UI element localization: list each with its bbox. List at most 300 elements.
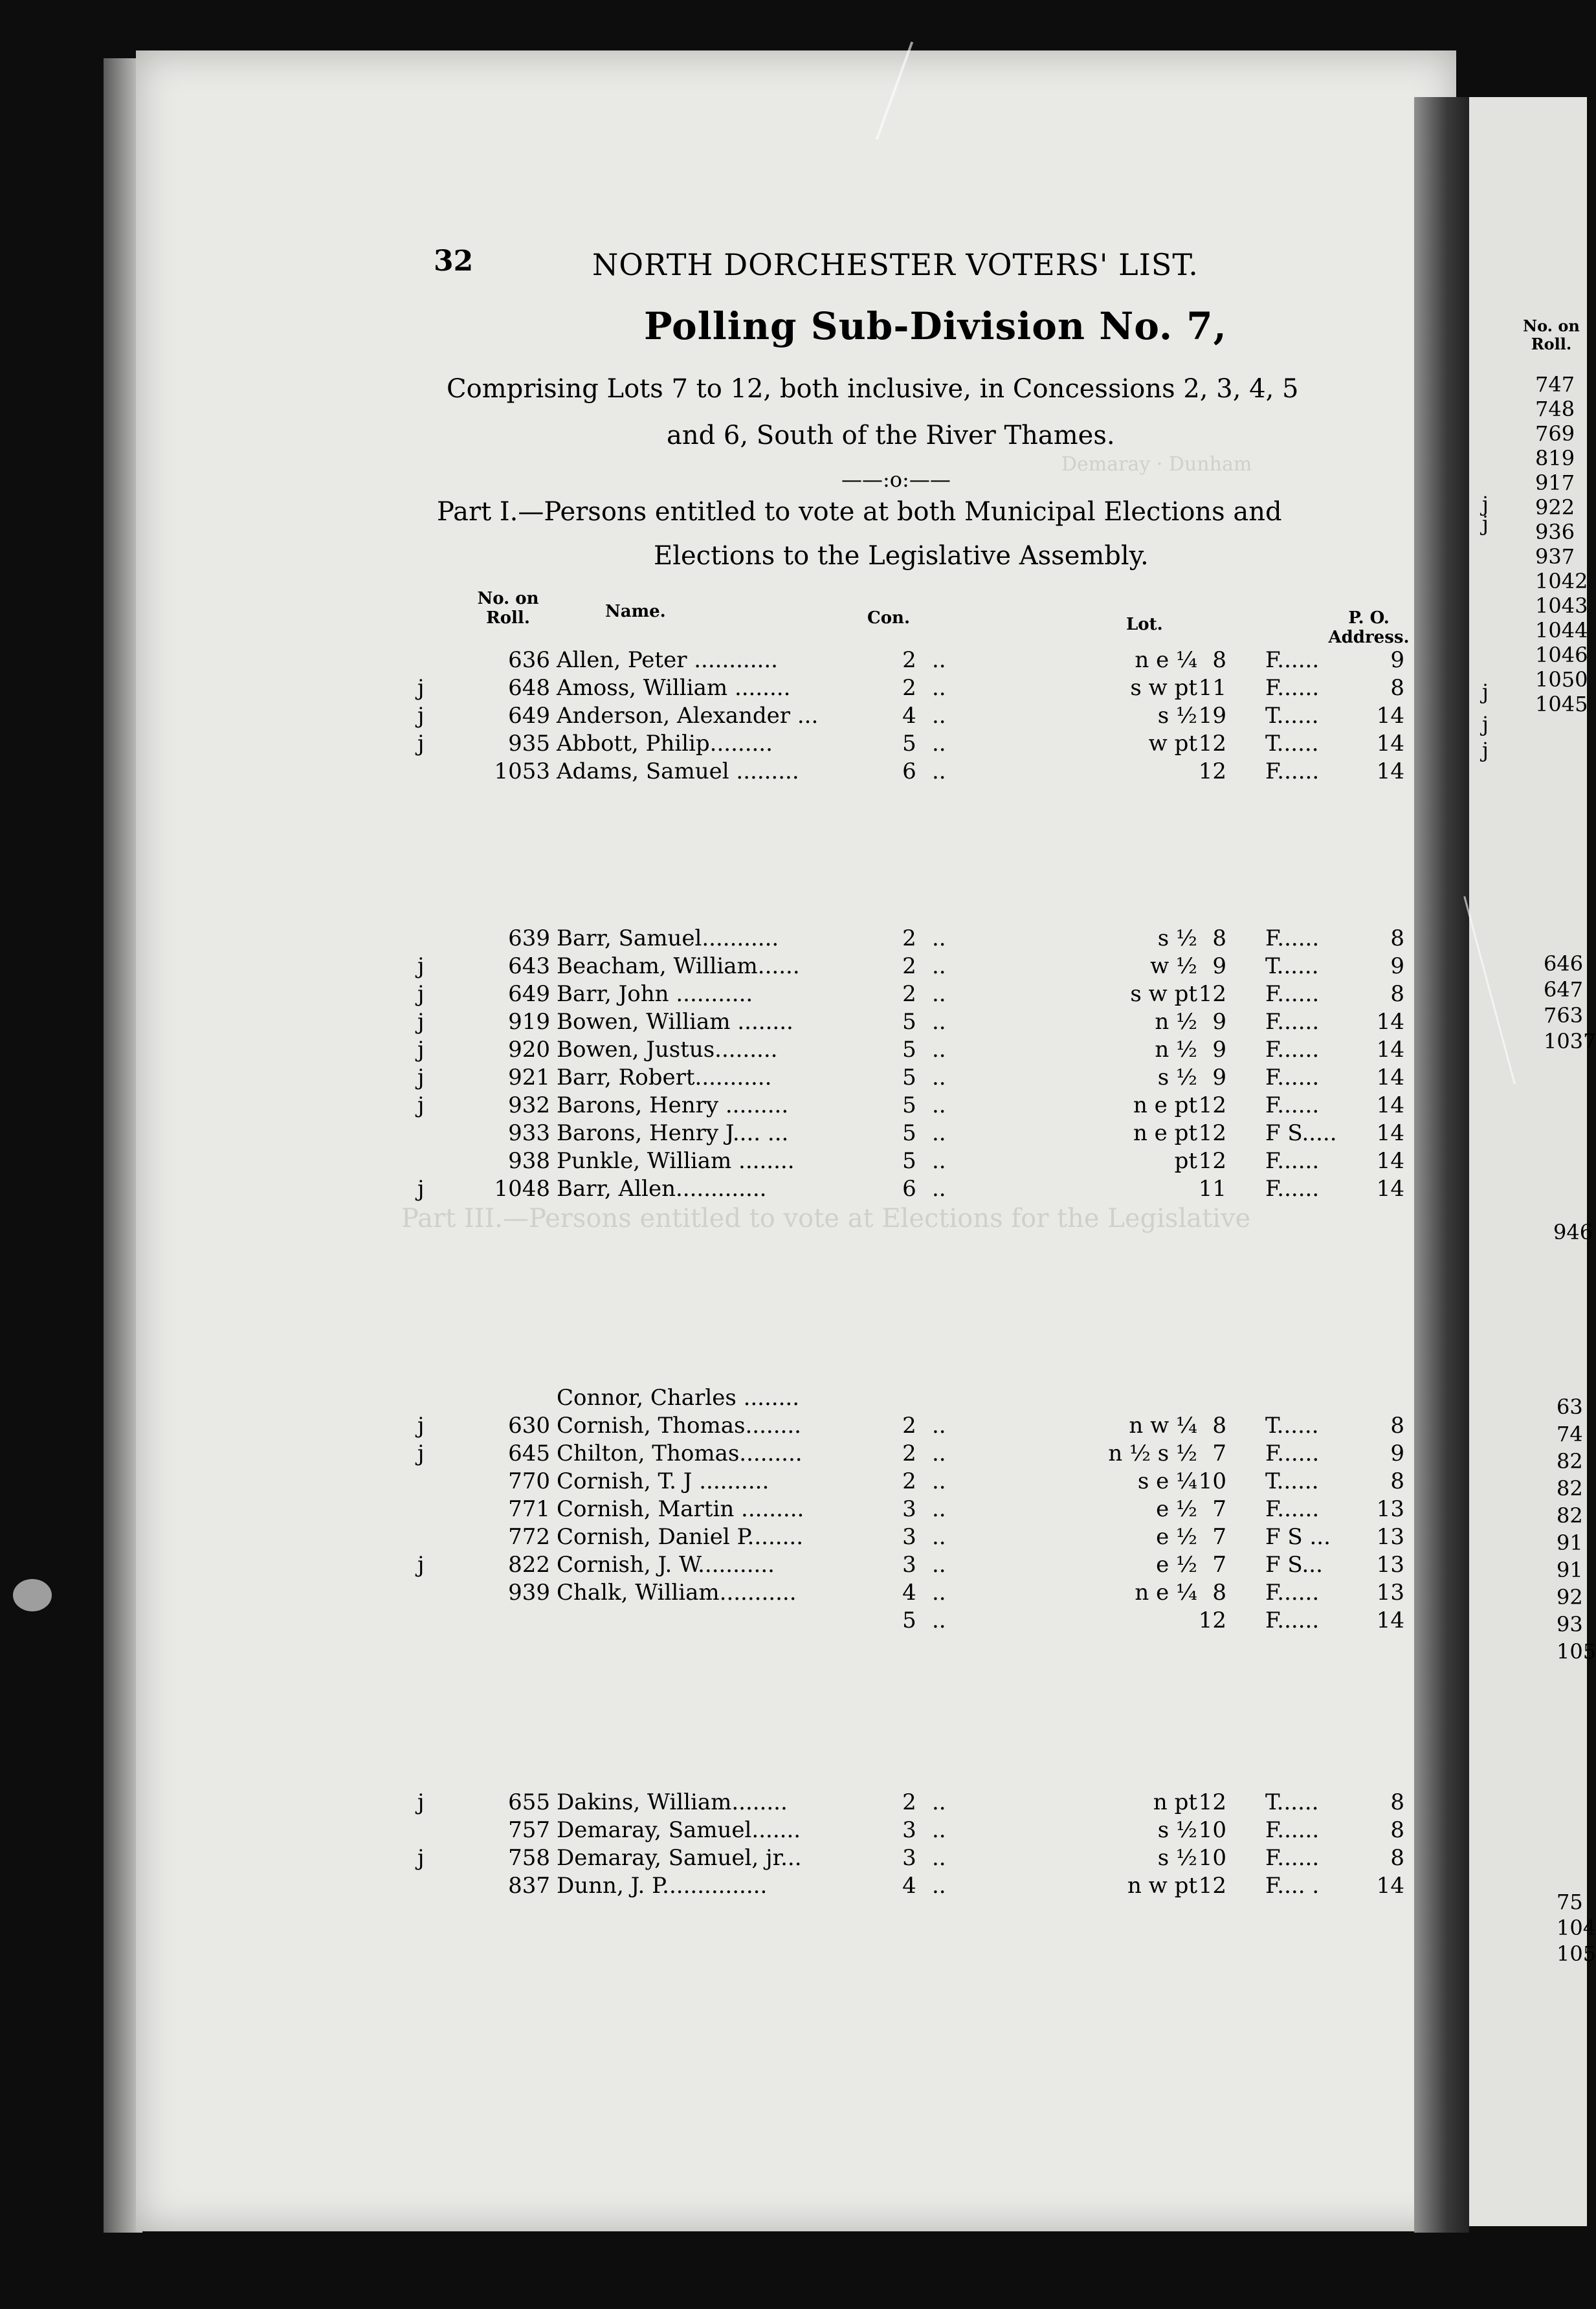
address-number: 14	[1376, 731, 1404, 757]
voter-row	[388, 1817, 1404, 1846]
roll-number: 837	[508, 1873, 550, 1899]
voter-name: Anderson, Alexander ...	[557, 703, 819, 729]
address-number: 8	[1390, 1468, 1404, 1494]
leader-dots: ..	[932, 953, 946, 979]
roll-number: 1053	[494, 758, 550, 784]
roll-number: 655	[508, 1789, 550, 1815]
running-title: NORTH DORCHESTER VOTERS' LIST.	[592, 247, 1199, 282]
voter-row	[388, 703, 1404, 731]
lot-number: 12	[1198, 1873, 1226, 1899]
juror-mark: j	[417, 1176, 425, 1202]
voter-name: Bowen, Justus.........	[557, 1037, 778, 1063]
address-number: 14	[1376, 1037, 1404, 1063]
address-number: 14	[1376, 703, 1404, 729]
lot-number: 11	[1198, 1176, 1226, 1202]
description-line-1: Comprising Lots 7 to 12, both inclusive, in Concessions 2, 3, 4, 5	[447, 374, 1299, 404]
lot-number: 7	[1212, 1552, 1226, 1578]
facing-roll-number: 91	[1557, 1530, 1583, 1555]
voter-name: Punkle, William ........	[557, 1148, 795, 1174]
facing-roll-number: 74	[1557, 1422, 1583, 1446]
concession: 3	[902, 1524, 916, 1550]
concession: 3	[902, 1817, 916, 1843]
voter-row	[388, 1148, 1404, 1177]
leader-dots: ..	[932, 1607, 946, 1633]
leader-dots: ..	[932, 1413, 946, 1439]
column-header-lot: Lot.	[1126, 615, 1163, 634]
voter-name: Abbott, Philip.........	[557, 731, 773, 757]
roll-number: 1048	[494, 1176, 550, 1202]
address-number: 9	[1390, 1441, 1404, 1466]
concession: 3	[902, 1496, 916, 1522]
concession: 4	[902, 1873, 916, 1899]
voter-name: Allen, Peter ............	[557, 647, 778, 673]
lot-description: s ½	[1157, 1065, 1197, 1090]
facing-page-column-header: No. on Roll.	[1523, 316, 1580, 353]
roll-number: 645	[508, 1441, 550, 1466]
address-number: 8	[1390, 1413, 1404, 1439]
voter-row	[388, 981, 1404, 1010]
roll-number: 630	[508, 1413, 550, 1439]
description-line-2: and 6, South of the River Thames.	[667, 421, 1115, 450]
lot-number: 12	[1198, 731, 1226, 757]
roll-number: 939	[508, 1580, 550, 1606]
juror-mark: j	[417, 1552, 425, 1578]
lot-number: 10	[1198, 1468, 1226, 1494]
voter-row	[388, 925, 1404, 954]
voter-name: Dunn, J. P...............	[557, 1873, 768, 1899]
post-office-address: F......	[1265, 1580, 1320, 1606]
post-office-address: F......	[1265, 1845, 1320, 1871]
roll-number: 757	[508, 1817, 550, 1843]
leader-dots: ..	[932, 1524, 946, 1550]
facing-juror-mark: j	[1482, 738, 1489, 762]
roll-number: 649	[508, 981, 550, 1007]
address-number: 14	[1376, 1065, 1404, 1090]
lot-description: n pt	[1153, 1789, 1197, 1815]
address-number: 13	[1376, 1552, 1404, 1578]
lot-description: n w pt	[1127, 1873, 1197, 1899]
voter-row	[388, 675, 1404, 703]
voter-name: Amoss, William ........	[557, 675, 791, 701]
concession: 2	[902, 1468, 916, 1494]
facing-roll-number: 1044	[1535, 618, 1588, 643]
concession: 4	[902, 703, 916, 729]
facing-roll-number: 75	[1557, 1890, 1583, 1914]
lot-number: 7	[1212, 1496, 1226, 1522]
column-header-roll: No. on Roll.	[477, 589, 539, 628]
page-number: 32	[434, 245, 474, 278]
facing-roll-number: 937	[1535, 544, 1575, 569]
facing-roll-number: 917	[1535, 470, 1575, 495]
scratch-mark	[13, 1579, 52, 1611]
concession: 4	[902, 1580, 916, 1606]
voter-name: Chilton, Thomas.........	[557, 1441, 803, 1466]
voter-row	[388, 1468, 1404, 1497]
roll-number: 919	[508, 1009, 550, 1035]
voter-name: Barons, Henry .........	[557, 1092, 789, 1118]
leader-dots: ..	[932, 1817, 946, 1843]
lot-number: 9	[1212, 1009, 1226, 1035]
leader-dots: ..	[932, 925, 946, 951]
roll-number: 636	[508, 647, 550, 673]
concession: 2	[902, 1413, 916, 1439]
lot-number: 9	[1212, 1065, 1226, 1090]
juror-mark: j	[417, 703, 425, 729]
facing-roll-number: 936	[1535, 520, 1575, 544]
facing-roll-number: 63	[1557, 1395, 1583, 1419]
concession: 2	[902, 647, 916, 673]
leader-dots: ..	[932, 675, 946, 701]
concession: 5	[902, 1120, 916, 1146]
facing-roll-number: 748	[1535, 397, 1575, 421]
voter-row	[388, 758, 1404, 787]
post-office-address: F......	[1265, 925, 1320, 951]
lot-description: s ½	[1157, 1845, 1197, 1871]
roll-number: 770	[508, 1468, 550, 1494]
facing-roll-number: 819	[1535, 446, 1575, 470]
post-office-address: F......	[1265, 1037, 1320, 1063]
voter-name: Cornish, T. J ..........	[557, 1468, 770, 1494]
lot-number: 9	[1212, 1037, 1226, 1063]
leader-dots: ..	[932, 1176, 946, 1202]
post-office-address: F......	[1265, 1065, 1320, 1090]
divider: ——:o:——	[841, 467, 951, 492]
concession: 2	[902, 675, 916, 701]
leader-dots: ..	[932, 758, 946, 784]
leader-dots: ..	[932, 1120, 946, 1146]
voter-row	[388, 1092, 1404, 1121]
juror-mark: j	[417, 981, 425, 1007]
leader-dots: ..	[932, 1009, 946, 1035]
concession: 5	[902, 1037, 916, 1063]
lot-number: 12	[1198, 1120, 1226, 1146]
address-number: 13	[1376, 1524, 1404, 1550]
facing-roll-number: 1050	[1535, 667, 1588, 692]
voter-name: Cornish, Thomas........	[557, 1413, 801, 1439]
post-office-address: F......	[1265, 1817, 1320, 1843]
post-office-address: F......	[1265, 1441, 1320, 1466]
juror-mark: j	[417, 1441, 425, 1466]
post-office-address: F......	[1265, 1148, 1320, 1174]
post-office-address: T......	[1265, 703, 1319, 729]
lot-number: 19	[1198, 703, 1226, 729]
facing-roll-number: 105	[1557, 1941, 1596, 1966]
concession: 5	[902, 1065, 916, 1090]
juror-mark: j	[417, 675, 425, 701]
facing-juror-mark: j	[1482, 679, 1489, 704]
leader-dots: ..	[932, 1441, 946, 1466]
lot-description: e ½	[1156, 1496, 1197, 1522]
voter-row	[388, 1441, 1404, 1469]
facing-roll-number: 92	[1557, 1585, 1583, 1609]
voter-row	[388, 1524, 1404, 1552]
voter-row	[388, 1385, 1398, 1413]
post-office-address: F......	[1265, 647, 1320, 673]
facing-roll-number: 1046	[1535, 643, 1588, 667]
voter-name: Dakins, William........	[557, 1789, 788, 1815]
roll-number: 822	[508, 1552, 550, 1578]
voter-name: Barr, Allen.............	[557, 1176, 767, 1202]
facing-roll-number: 104	[1557, 1916, 1596, 1940]
concession: 5	[902, 1148, 916, 1174]
juror-mark: j	[417, 1413, 425, 1439]
post-office-address: T......	[1265, 1789, 1319, 1815]
concession: 2	[902, 953, 916, 979]
facing-roll-number: 946	[1553, 1220, 1593, 1244]
concession: 6	[902, 758, 916, 784]
post-office-address: F......	[1265, 1009, 1320, 1035]
facing-roll-number: 1042	[1535, 569, 1588, 593]
address-number: 14	[1376, 1009, 1404, 1035]
lot-number: 10	[1198, 1845, 1226, 1871]
post-office-address: F......	[1265, 981, 1320, 1007]
post-office-address: F.... .	[1265, 1873, 1320, 1899]
facing-roll-number: 1043	[1535, 593, 1588, 618]
lot-number: 11	[1198, 675, 1226, 701]
voter-name: Barr, Robert...........	[557, 1065, 772, 1090]
concession: 2	[902, 981, 916, 1007]
address-number: 8	[1390, 675, 1404, 701]
post-office-address: F S...	[1265, 1552, 1323, 1578]
address-number: 8	[1390, 1845, 1404, 1871]
voter-name: Beacham, William......	[557, 953, 800, 979]
lot-description: s ½	[1157, 703, 1197, 729]
facing-roll-number: 747	[1535, 372, 1575, 397]
lot-description: s ½	[1157, 1817, 1197, 1843]
address-number: 14	[1376, 1607, 1404, 1633]
lot-description: n e pt	[1133, 1092, 1197, 1118]
column-header-con: Con.	[867, 608, 910, 628]
post-office-address: F......	[1265, 758, 1320, 784]
voter-row	[388, 1009, 1404, 1037]
voter-name: Bowen, William ........	[557, 1009, 793, 1035]
lot-number: 9	[1212, 953, 1226, 979]
address-number: 14	[1376, 1092, 1404, 1118]
leader-dots: ..	[932, 1065, 946, 1090]
leader-dots: ..	[932, 1552, 946, 1578]
facing-roll-number: 769	[1535, 421, 1575, 446]
voter-name: Barr, John ...........	[557, 981, 753, 1007]
voter-name: Chalk, William...........	[557, 1580, 797, 1606]
roll-number: 935	[508, 731, 550, 757]
post-office-address: F S ...	[1265, 1524, 1331, 1550]
juror-mark: j	[417, 1037, 425, 1063]
leader-dots: ..	[932, 647, 946, 673]
roll-number: 639	[508, 925, 550, 951]
juror-mark: j	[417, 731, 425, 757]
post-office-address: F S.....	[1265, 1120, 1337, 1146]
lot-description: e ½	[1156, 1524, 1197, 1550]
part-heading-line-2: Elections to the Legislative Assembly.	[654, 541, 1149, 571]
voter-name: Adams, Samuel .........	[557, 758, 799, 784]
facing-roll-number: 647	[1544, 977, 1584, 1002]
roll-number: 643	[508, 953, 550, 979]
lot-number: 8	[1212, 647, 1226, 673]
address-number: 14	[1376, 758, 1404, 784]
concession: 6	[902, 1176, 916, 1202]
voter-name: Cornish, Martin .........	[557, 1496, 804, 1522]
voter-row	[388, 1065, 1404, 1093]
lot-description: pt	[1174, 1148, 1197, 1174]
lot-number: 8	[1212, 1580, 1226, 1606]
voter-name: Barons, Henry J.... ...	[557, 1120, 789, 1146]
facing-roll-number: 763	[1544, 1003, 1584, 1028]
roll-number: 932	[508, 1092, 550, 1118]
facing-roll-number: 91	[1557, 1558, 1583, 1582]
concession: 5	[902, 1607, 916, 1633]
voter-row	[388, 1496, 1404, 1525]
address-number: 13	[1376, 1496, 1404, 1522]
lot-description: w ½	[1150, 953, 1197, 979]
address-number: 8	[1390, 925, 1404, 951]
address-number: 8	[1390, 1817, 1404, 1843]
book-gutter	[1414, 97, 1469, 2233]
roll-number: 758	[508, 1845, 550, 1871]
voter-row	[388, 1873, 1404, 1901]
concession: 5	[902, 1009, 916, 1035]
facing-juror-mark: j	[1482, 511, 1489, 536]
voter-row	[388, 1845, 1404, 1873]
leader-dots: ..	[932, 703, 946, 729]
concession: 2	[902, 1441, 916, 1466]
address-number: 8	[1390, 1789, 1404, 1815]
lot-description: s w pt	[1130, 675, 1197, 701]
roll-number: 648	[508, 675, 550, 701]
lot-description: n e ¼	[1135, 647, 1197, 673]
roll-number: 921	[508, 1065, 550, 1090]
lot-description: n ½	[1155, 1009, 1197, 1035]
facing-roll-number: 646	[1544, 951, 1584, 976]
lot-number: 10	[1198, 1817, 1226, 1843]
lot-number: 7	[1212, 1524, 1226, 1550]
voter-row	[388, 1607, 1404, 1636]
post-office-address: F......	[1265, 1496, 1320, 1522]
facing-juror-mark: j	[1482, 712, 1489, 736]
post-office-address: T......	[1265, 1468, 1319, 1494]
address-number: 8	[1390, 981, 1404, 1007]
concession: 2	[902, 1789, 916, 1815]
lot-number: 12	[1198, 1092, 1226, 1118]
voter-name: Barr, Samuel...........	[557, 925, 779, 951]
lot-number: 12	[1198, 758, 1226, 784]
lot-description: n ½	[1155, 1037, 1197, 1063]
address-number: 14	[1376, 1148, 1404, 1174]
juror-mark: j	[417, 1009, 425, 1035]
address-number: 14	[1376, 1873, 1404, 1899]
post-office-address: T......	[1265, 1413, 1319, 1439]
post-office-address: F......	[1265, 1092, 1320, 1118]
bleed-through-text: Part III.—Persons entitled to vote at Elections for the Legislative	[401, 1204, 1251, 1233]
post-office-address: T......	[1265, 731, 1319, 757]
leader-dots: ..	[932, 1092, 946, 1118]
roll-number: 772	[508, 1524, 550, 1550]
leader-dots: ..	[932, 1468, 946, 1494]
voter-name: Demaray, Samuel.......	[557, 1817, 801, 1843]
juror-mark: j	[417, 1092, 425, 1118]
concession: 3	[902, 1552, 916, 1578]
voter-row	[388, 1580, 1404, 1608]
address-number: 9	[1390, 953, 1404, 979]
lot-description: e ½	[1156, 1552, 1197, 1578]
lot-description: s ½	[1157, 925, 1197, 951]
column-header-name: Name.	[605, 602, 666, 621]
concession: 5	[902, 1092, 916, 1118]
facing-roll-number: 82	[1557, 1503, 1583, 1528]
voter-row	[388, 1789, 1404, 1818]
column-header-address: P. O. Address.	[1328, 608, 1410, 647]
voter-row	[388, 647, 1404, 676]
facing-roll-number: 1037	[1544, 1029, 1596, 1054]
roll-number: 938	[508, 1148, 550, 1174]
voter-row	[388, 1413, 1404, 1441]
facing-roll-number: 1045	[1535, 692, 1588, 716]
leader-dots: ..	[932, 731, 946, 757]
lot-number: 8	[1212, 1413, 1226, 1439]
address-number: 14	[1376, 1120, 1404, 1146]
concession: 3	[902, 1845, 916, 1871]
leader-dots: ..	[932, 981, 946, 1007]
leader-dots: ..	[932, 1148, 946, 1174]
lot-description: n e pt	[1133, 1120, 1197, 1146]
section-title: Polling Sub-Division No. 7,	[644, 304, 1227, 348]
facing-juror-mark: j	[1482, 492, 1489, 516]
lot-description: n e ¼	[1135, 1580, 1197, 1606]
lot-description: n ½ s ½	[1108, 1441, 1197, 1466]
post-office-address: F......	[1265, 675, 1320, 701]
voter-row	[388, 1037, 1404, 1065]
voter-row	[388, 731, 1404, 759]
lot-number: 12	[1198, 1148, 1226, 1174]
roll-number: 920	[508, 1037, 550, 1063]
address-number: 9	[1390, 647, 1404, 673]
facing-roll-number: 922	[1535, 495, 1575, 520]
lot-description: s w pt	[1130, 981, 1197, 1007]
voter-row	[388, 953, 1404, 982]
roll-number: 771	[508, 1496, 550, 1522]
concession: 5	[902, 731, 916, 757]
concession: 2	[902, 925, 916, 951]
lot-description: s e ¼	[1137, 1468, 1197, 1494]
address-number: 14	[1376, 1176, 1404, 1202]
lot-description: n w ¼	[1129, 1413, 1197, 1439]
roll-number: 649	[508, 703, 550, 729]
voter-row	[388, 1552, 1404, 1580]
voter-row	[388, 1120, 1404, 1149]
post-office-address: F......	[1265, 1607, 1320, 1633]
address-number: 13	[1376, 1580, 1404, 1606]
post-office-address: F......	[1265, 1176, 1320, 1202]
facing-roll-number: 93	[1557, 1612, 1583, 1637]
juror-mark: j	[417, 1065, 425, 1090]
lot-number: 12	[1198, 981, 1226, 1007]
part-heading-line-1: Part I.—Persons entitled to vote at both Municipal Elections and	[437, 497, 1282, 527]
leader-dots: ..	[932, 1496, 946, 1522]
bleed-through-text: Demaray · Dunham	[1061, 453, 1252, 476]
facing-roll-number: 105	[1557, 1639, 1596, 1664]
lot-number: 7	[1212, 1441, 1226, 1466]
lot-description: w pt	[1148, 731, 1197, 757]
post-office-address: T......	[1265, 953, 1319, 979]
roll-number: 933	[508, 1120, 550, 1146]
voter-name: Connor, Charles ........	[557, 1385, 800, 1411]
lot-number: 8	[1212, 925, 1226, 951]
leader-dots: ..	[932, 1789, 946, 1815]
lot-number: 12	[1198, 1789, 1226, 1815]
voter-name: Demaray, Samuel, jr...	[557, 1845, 802, 1871]
leader-dots: ..	[932, 1037, 946, 1063]
leader-dots: ..	[932, 1873, 946, 1899]
voter-name: Cornish, J. W...........	[557, 1552, 775, 1578]
